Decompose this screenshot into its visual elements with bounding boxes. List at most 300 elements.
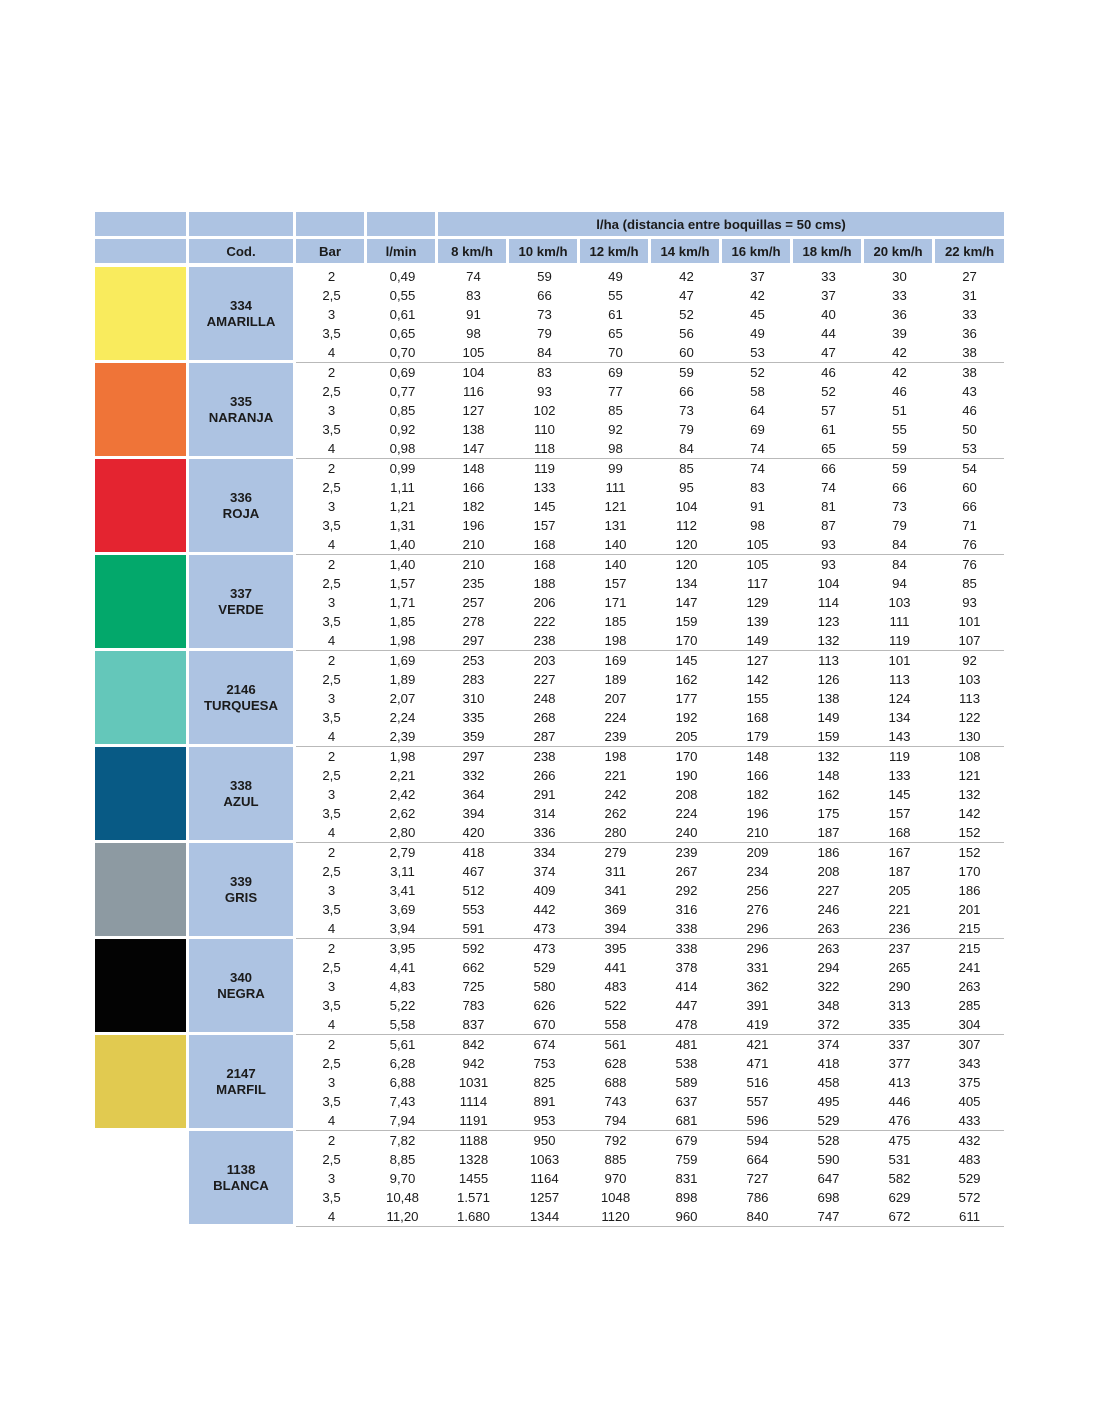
lha-20: 79: [892, 518, 907, 533]
lha-18: 159: [793, 727, 864, 747]
lha-20: 145: [888, 787, 911, 802]
lha-14: 679: [675, 1133, 698, 1148]
lha-12: 242: [604, 787, 627, 802]
lha-18: 46: [821, 365, 836, 380]
lha-22: 529: [958, 1171, 981, 1186]
lha-16: 557: [746, 1094, 769, 1109]
lha-16: 296: [722, 919, 793, 939]
lha-12: 61: [608, 307, 623, 322]
lha-10: 84: [509, 343, 580, 363]
lha-18: 44: [821, 326, 836, 341]
lha-18: 52: [821, 384, 836, 399]
lha-22: 307: [958, 1037, 981, 1052]
lha-8: 104: [462, 365, 485, 380]
lha-22: 71: [962, 518, 977, 533]
nozzle-code-cell: [189, 459, 296, 555]
lha-18: 698: [817, 1190, 840, 1205]
nozzle-color-name: NARANJA: [208, 409, 274, 425]
lha-14: 831: [675, 1171, 698, 1186]
lha-10: 473: [533, 941, 556, 956]
lmin-value: 6,28: [389, 1056, 416, 1071]
color-swatch-gris: [95, 843, 189, 939]
lha-14: 205: [651, 727, 722, 747]
lha-22: 43: [962, 384, 977, 399]
lha-18: 322: [817, 979, 840, 994]
lha-16: 840: [722, 1207, 793, 1227]
lha-22: 93: [962, 595, 977, 610]
lha-18: 33: [821, 269, 836, 284]
bar-value: 2,5: [322, 384, 341, 399]
lha-10: 291: [533, 787, 556, 802]
lha-10: 238: [509, 631, 580, 651]
lha-10: 157: [533, 518, 556, 533]
lha-20: 143: [864, 727, 935, 747]
lha-8: 105: [438, 343, 509, 363]
lmin-value: 2,80: [367, 823, 438, 843]
lha-22: 142: [958, 806, 981, 821]
lha-22: 405: [958, 1094, 981, 1109]
lha-16: 105: [722, 535, 793, 555]
lha-18: 647: [817, 1171, 840, 1186]
lha-14: 60: [651, 343, 722, 363]
bar-value: 2,5: [322, 480, 341, 495]
table-row: [95, 651, 1004, 670]
bar-value: 3,5: [322, 1094, 341, 1109]
lha-16: 117: [746, 576, 769, 591]
lha-18: 208: [817, 864, 840, 879]
lmin-value: 0,55: [389, 288, 416, 303]
lha-18: 113: [817, 653, 840, 668]
lha-12: 311: [604, 864, 627, 879]
lha-10: 674: [533, 1037, 556, 1052]
lha-8: 1.680: [438, 1207, 509, 1227]
lmin-value: 0,77: [389, 384, 416, 399]
lha-10: 442: [533, 902, 556, 917]
lha-18: 66: [821, 461, 836, 476]
header-row-columns: [95, 239, 1004, 267]
header-lha-group: l/ha (distancia entre boquillas = 50 cms): [438, 212, 1004, 239]
lha-22: 132: [958, 787, 981, 802]
lha-8: 310: [462, 691, 485, 706]
nozzle-code-cell: [189, 747, 296, 843]
nozzle-code: 2147: [226, 1065, 256, 1081]
lha-12: 558: [580, 1015, 651, 1035]
lha-14: 170: [675, 749, 698, 764]
lha-16: 139: [746, 614, 769, 629]
lha-8: 1455: [458, 1171, 489, 1186]
lha-16: 276: [746, 902, 769, 917]
lha-20: 51: [892, 403, 907, 418]
lha-10: 1257: [529, 1190, 560, 1205]
lha-16: 37: [750, 269, 765, 284]
bar-value: 3: [327, 499, 336, 514]
lha-20: 582: [888, 1171, 911, 1186]
lmin-value: 4,41: [389, 960, 416, 975]
lmin-value: 2,79: [389, 845, 416, 860]
lha-12: 185: [604, 614, 627, 629]
lha-14: 56: [679, 326, 694, 341]
lha-14: 52: [679, 307, 694, 322]
lmin-value: 3,41: [389, 883, 416, 898]
lha-12: 198: [580, 631, 651, 651]
lha-18: 590: [817, 1152, 840, 1167]
nozzle-code: 1138: [226, 1161, 256, 1177]
lha-22: 113: [959, 691, 981, 706]
lha-8: 359: [438, 727, 509, 747]
lha-8: 418: [462, 845, 485, 860]
lha-14: 267: [675, 864, 698, 879]
lha-14: 338: [651, 919, 722, 939]
lha-12: 441: [604, 960, 627, 975]
lha-10: 953: [509, 1111, 580, 1131]
lha-12: 92: [608, 422, 623, 437]
lha-10: 203: [533, 653, 556, 668]
lha-8: 196: [462, 518, 485, 533]
bar-value: 3: [327, 403, 336, 418]
lha-8: 553: [462, 902, 485, 917]
lha-18: 227: [817, 883, 840, 898]
lha-18: 81: [821, 499, 836, 514]
lmin-value: 1,57: [389, 576, 416, 591]
lmin-value: 0,69: [389, 365, 416, 380]
lha-18: 294: [817, 960, 840, 975]
bar-value: 4: [296, 631, 367, 651]
table-row: [95, 1131, 1004, 1150]
bar-value: 3,5: [322, 326, 341, 341]
lha-20: 55: [892, 422, 907, 437]
bar-value: 4: [296, 1207, 367, 1227]
bar-value: 3: [327, 1171, 336, 1186]
table-body: [95, 267, 1004, 1227]
lha-8: 662: [462, 960, 485, 975]
lha-10: 188: [533, 576, 556, 591]
bar-value: 2: [327, 461, 336, 476]
lha-8: 278: [462, 614, 485, 629]
lha-20: 33: [892, 288, 907, 303]
lmin-value: 0,70: [367, 343, 438, 363]
lha-22: 76: [962, 557, 977, 572]
lmin-value: 1,11: [390, 480, 415, 495]
lha-18: 529: [793, 1111, 864, 1131]
bar-value: 2: [327, 845, 336, 860]
lha-10: 287: [509, 727, 580, 747]
lha-18: 187: [793, 823, 864, 843]
lmin-value: 3,95: [389, 941, 416, 956]
lha-16: 421: [746, 1037, 769, 1052]
lha-22: 152: [958, 845, 981, 860]
lha-22: 33: [962, 307, 977, 322]
lha-8: 591: [438, 919, 509, 939]
lha-12: 1120: [580, 1207, 651, 1227]
lmin-value: 5,22: [389, 998, 416, 1013]
lha-8: 148: [462, 461, 485, 476]
bar-value: 2,5: [322, 960, 341, 975]
nozzle-color-name: GRIS: [224, 889, 258, 905]
lha-20: 629: [888, 1190, 911, 1205]
lha-16: 98: [750, 518, 765, 533]
nozzle-code-cell: [189, 939, 296, 1035]
lha-22: 122: [958, 710, 981, 725]
lha-8: 1328: [458, 1152, 489, 1167]
lha-18: 348: [817, 998, 840, 1013]
lha-16: 256: [746, 883, 769, 898]
bar-value: 4: [296, 727, 367, 747]
lha-22: 103: [958, 672, 981, 687]
bar-value: 3,5: [322, 806, 341, 821]
lha-12: 169: [604, 653, 627, 668]
lmin-value: 7,82: [389, 1133, 416, 1148]
lha-8: 1114: [459, 1094, 488, 1109]
lha-8: 138: [462, 422, 485, 437]
lmin-value: 11,20: [367, 1207, 438, 1227]
lha-16: 52: [750, 365, 765, 380]
lha-16: 594: [746, 1133, 769, 1148]
header-blank-lmin: [367, 212, 438, 239]
nozzle-code: 337: [229, 585, 252, 601]
lha-18: 186: [817, 845, 840, 860]
header-speed-12: 12 km/h: [580, 239, 651, 267]
lha-14: 120: [651, 535, 722, 555]
lha-10: 1164: [530, 1171, 559, 1186]
lha-8: 253: [462, 653, 485, 668]
bar-value: 4: [296, 823, 367, 843]
lha-22: 241: [958, 960, 981, 975]
lmin-value: 2,39: [367, 727, 438, 747]
header-speed-18: 18 km/h: [793, 239, 864, 267]
lha-8: 592: [462, 941, 485, 956]
lha-14: 960: [651, 1207, 722, 1227]
bar-value: 2: [327, 557, 336, 572]
lha-22: 50: [962, 422, 977, 437]
lha-18: 246: [817, 902, 840, 917]
lha-18: 374: [817, 1037, 840, 1052]
lha-14: 898: [675, 1190, 698, 1205]
table-row: [95, 267, 1004, 286]
lha-22: 108: [958, 749, 981, 764]
lha-14: 95: [679, 480, 694, 495]
lha-12: 280: [580, 823, 651, 843]
lmin-value: 0,49: [389, 269, 416, 284]
lha-16: 74: [722, 439, 793, 459]
lha-10: 248: [533, 691, 556, 706]
lha-12: 157: [604, 576, 627, 591]
bar-value: 2,5: [322, 1152, 341, 1167]
lmin-value: 1,85: [389, 614, 416, 629]
lha-10: 336: [509, 823, 580, 843]
lmin-value: 1,31: [389, 518, 416, 533]
lha-20: 59: [892, 461, 907, 476]
lha-16: 91: [750, 499, 765, 514]
lha-12: 743: [604, 1094, 627, 1109]
lha-10: 102: [533, 403, 556, 418]
lha-20: 413: [888, 1075, 911, 1090]
bar-value: 3: [327, 595, 336, 610]
color-swatch-blanca: [95, 1131, 189, 1227]
lha-22: 54: [962, 461, 977, 476]
nozzle-color-name: ROJA: [222, 505, 260, 521]
header-bar: Bar: [296, 239, 367, 267]
lha-16: 45: [750, 307, 765, 322]
nozzle-color-name: TURQUESA: [204, 697, 278, 713]
lha-14: 145: [675, 653, 698, 668]
lha-22: 46: [962, 403, 977, 418]
lha-22: 215: [958, 941, 981, 956]
lmin-value: 3,69: [389, 902, 416, 917]
lha-20: 103: [888, 595, 911, 610]
nozzle-color-name: NEGRA: [217, 985, 265, 1001]
lha-8: 725: [462, 979, 485, 994]
lha-10: 753: [533, 1056, 556, 1071]
lha-14: 481: [675, 1037, 698, 1052]
lha-22: 31: [962, 288, 977, 303]
lha-10: 59: [537, 269, 552, 284]
lha-12: 198: [604, 749, 627, 764]
lha-8: 783: [462, 998, 485, 1013]
lha-14: 414: [675, 979, 698, 994]
bar-value: 3,5: [322, 710, 341, 725]
lha-12: 49: [608, 269, 623, 284]
lha-14: 292: [675, 883, 698, 898]
lha-22: 121: [958, 768, 981, 783]
lha-16: 83: [750, 480, 765, 495]
bar-value: 4: [296, 535, 367, 555]
lmin-value: 1,69: [389, 653, 416, 668]
lha-12: 792: [604, 1133, 627, 1148]
lha-22: 130: [935, 727, 1004, 747]
lha-20: 36: [892, 307, 907, 322]
bar-value: 2,5: [322, 288, 341, 303]
table-row: [95, 1035, 1004, 1054]
lha-8: 942: [462, 1056, 485, 1071]
lha-12: 111: [605, 480, 626, 495]
lha-18: 372: [793, 1015, 864, 1035]
lha-16: 166: [746, 768, 769, 783]
lha-8: 210: [462, 557, 485, 572]
lha-10: 222: [533, 614, 556, 629]
lha-20: 94: [892, 576, 907, 591]
lha-14: 104: [675, 499, 698, 514]
lha-10: 1063: [529, 1152, 560, 1167]
lha-8: 235: [462, 576, 485, 591]
color-swatch-naranja: [95, 363, 189, 459]
lha-16: 727: [746, 1171, 769, 1186]
lha-16: 516: [746, 1075, 769, 1090]
lha-20: 446: [888, 1094, 911, 1109]
lha-22: 76: [935, 535, 1004, 555]
lha-20: 111: [889, 614, 910, 629]
lha-12: 140: [580, 535, 651, 555]
lha-8: 1031: [458, 1075, 489, 1090]
lha-8: 364: [462, 787, 485, 802]
lha-14: 170: [651, 631, 722, 651]
lha-18: 747: [793, 1207, 864, 1227]
lmin-value: 2,24: [389, 710, 416, 725]
header-cod: Cod.: [189, 239, 296, 267]
lha-12: 65: [608, 326, 623, 341]
lmin-value: 2,07: [389, 691, 416, 706]
header-speed-16: 16 km/h: [722, 239, 793, 267]
bar-value: 2: [327, 1037, 336, 1052]
bar-value: 2,5: [322, 864, 341, 879]
bar-value: 2: [327, 749, 336, 764]
color-swatch-marfil: [95, 1035, 189, 1131]
lha-10: 266: [533, 768, 556, 783]
lha-10: 119: [533, 461, 556, 476]
lha-22: 343: [958, 1056, 981, 1071]
header-speed-14: 14 km/h: [651, 239, 722, 267]
lha-14: 447: [675, 998, 698, 1013]
lha-22: 53: [935, 439, 1004, 459]
lha-8: 182: [462, 499, 485, 514]
lha-12: 279: [604, 845, 627, 860]
lha-22: 304: [935, 1015, 1004, 1035]
lha-10: 626: [533, 998, 556, 1013]
lha-20: 46: [892, 384, 907, 399]
bar-value: 4: [296, 1015, 367, 1035]
lha-12: 561: [604, 1037, 627, 1052]
lha-10: 950: [533, 1133, 556, 1148]
lha-14: 208: [675, 787, 698, 802]
lha-10: 133: [533, 480, 556, 495]
lmin-value: 7,43: [389, 1094, 416, 1109]
lmin-value: 0,99: [389, 461, 416, 476]
lha-10: 670: [509, 1015, 580, 1035]
lha-8: 420: [438, 823, 509, 843]
lmin-value: 1,89: [389, 672, 416, 687]
lha-14: 79: [679, 422, 694, 437]
lha-10: 168: [533, 557, 556, 572]
lha-22: 66: [962, 499, 977, 514]
lha-18: 37: [821, 288, 836, 303]
lha-8: 1191: [438, 1111, 509, 1131]
lha-20: 313: [888, 998, 911, 1013]
lha-16: 142: [746, 672, 769, 687]
lha-12: 131: [604, 518, 627, 533]
lha-22: 201: [958, 902, 981, 917]
lha-20: 42: [892, 365, 907, 380]
lha-12: 239: [580, 727, 651, 747]
lha-20: 84: [864, 535, 935, 555]
lha-18: 61: [821, 422, 836, 437]
lmin-value: 2,62: [389, 806, 416, 821]
lha-14: 134: [675, 576, 698, 591]
lha-10: 118: [509, 439, 580, 459]
bar-value: 3: [327, 307, 336, 322]
lha-18: 87: [821, 518, 836, 533]
lha-16: 42: [750, 288, 765, 303]
nozzle-code-cell: [189, 651, 296, 747]
lha-12: 85: [608, 403, 623, 418]
lha-20: 119: [888, 749, 911, 764]
bar-value: 2: [327, 269, 336, 284]
bar-value: 3: [327, 979, 336, 994]
bar-value: 2: [327, 653, 336, 668]
lmin-value: 0,65: [389, 326, 416, 341]
lha-18: 149: [817, 710, 840, 725]
lha-18: 93: [793, 535, 864, 555]
lha-16: 210: [722, 823, 793, 843]
lha-16: 105: [746, 557, 769, 572]
lmin-value: 0,85: [389, 403, 416, 418]
table-row: [95, 747, 1004, 766]
lha-8: 837: [438, 1015, 509, 1035]
lha-10: 73: [537, 307, 552, 322]
lha-8: 842: [462, 1037, 485, 1052]
lha-8: 1188: [459, 1133, 488, 1148]
lha-8: 332: [462, 768, 485, 783]
lha-20: 290: [888, 979, 911, 994]
lha-12: 189: [604, 672, 627, 687]
